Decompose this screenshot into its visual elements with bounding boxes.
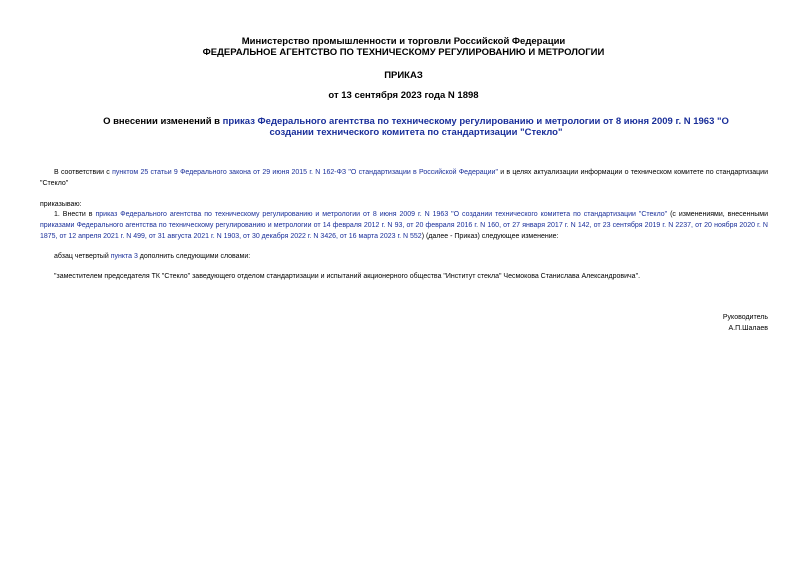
- document-date-number: от 13 сентября 2023 года N 1898: [328, 90, 479, 101]
- agency-name: ФЕДЕРАЛЬНОЕ АГЕНТСТВО ПО ТЕХНИЧЕСКОМУ РЕГУЛИРОВАНИЮ И МЕТРОЛОГИИ: [202, 47, 605, 58]
- p3-suffix: ) (далее - Приказ) следующее изменение:: [421, 233, 559, 240]
- p4-suffix: дополнить следующими словами:: [137, 253, 251, 260]
- p3-prefix: 1. Внести в: [54, 211, 96, 218]
- paragraph-amendment-point: [40, 251, 768, 262]
- p1-suffix: и в целях актуализации информации о техническом комитете по стандартизации "Стекло": [40, 169, 769, 187]
- paragraph-order-word: приказываю:: [40, 201, 82, 208]
- federal-law-link[interactable]: пунктом 25 статьи 9 Федерального закона от 29 июня 2015 г. N 162-ФЗ "О стандартизации в Российской Федерации": [112, 169, 498, 176]
- signature-name: А.П.Шалаев: [728, 325, 768, 332]
- p1-prefix: В соответствии с: [54, 169, 113, 176]
- paragraph-amendment-text: "заместителем председателя ТК "Стекло" заведующего отделом стандартизации и испытаний акционерного общества "Институт стекла" Чесмокова Станислава Александровича".: [54, 273, 641, 280]
- p3-mid: (с изменениями, внесенными: [667, 211, 769, 218]
- amending-orders-link[interactable]: приказами Федерального агентства по техническому регулированию и метрологии от 14 февраля 2012 г. N 93, от 20 февраля 2016 г. N 160, от 27 января 2017 г. N 142, от 23 сентября 2019 г. N 2237, от 20 ноября 2020 г. N 1875, от 12 апреля 2021 г. N 499, от 31 августа 2021 г. N 1903, от 30 декабря 2022 г. N 3426, от 16 марта 2023 г. N 552: [40, 222, 768, 240]
- point-3-link[interactable]: пункта 3: [110, 253, 138, 260]
- title-prefix: О внесении изменений в: [103, 116, 223, 127]
- paragraph-item-1: [40, 209, 768, 242]
- p4-prefix: абзац четвертый: [54, 253, 111, 260]
- order-1963-link[interactable]: приказ Федерального агентства по техническому регулированию и метрологии от 8 июня 2009 г. N 1963 "О создании технического комитета по стандартизации "Стекло": [95, 211, 668, 218]
- ministry-name: Министерство промышленности и торговли Российской Федерации: [241, 36, 566, 47]
- document-type: ПРИКАЗ: [384, 70, 423, 81]
- document-title: [80, 116, 752, 138]
- paragraph-basis: [40, 167, 768, 189]
- signature-position: Руководитель: [722, 314, 768, 321]
- title-order-link[interactable]: приказ Федерального агентства по техническому регулированию и метрологии от 8 июня 2009 г. N 1963 "О создании технического комитета по стандартизации "Стекло": [222, 116, 729, 138]
